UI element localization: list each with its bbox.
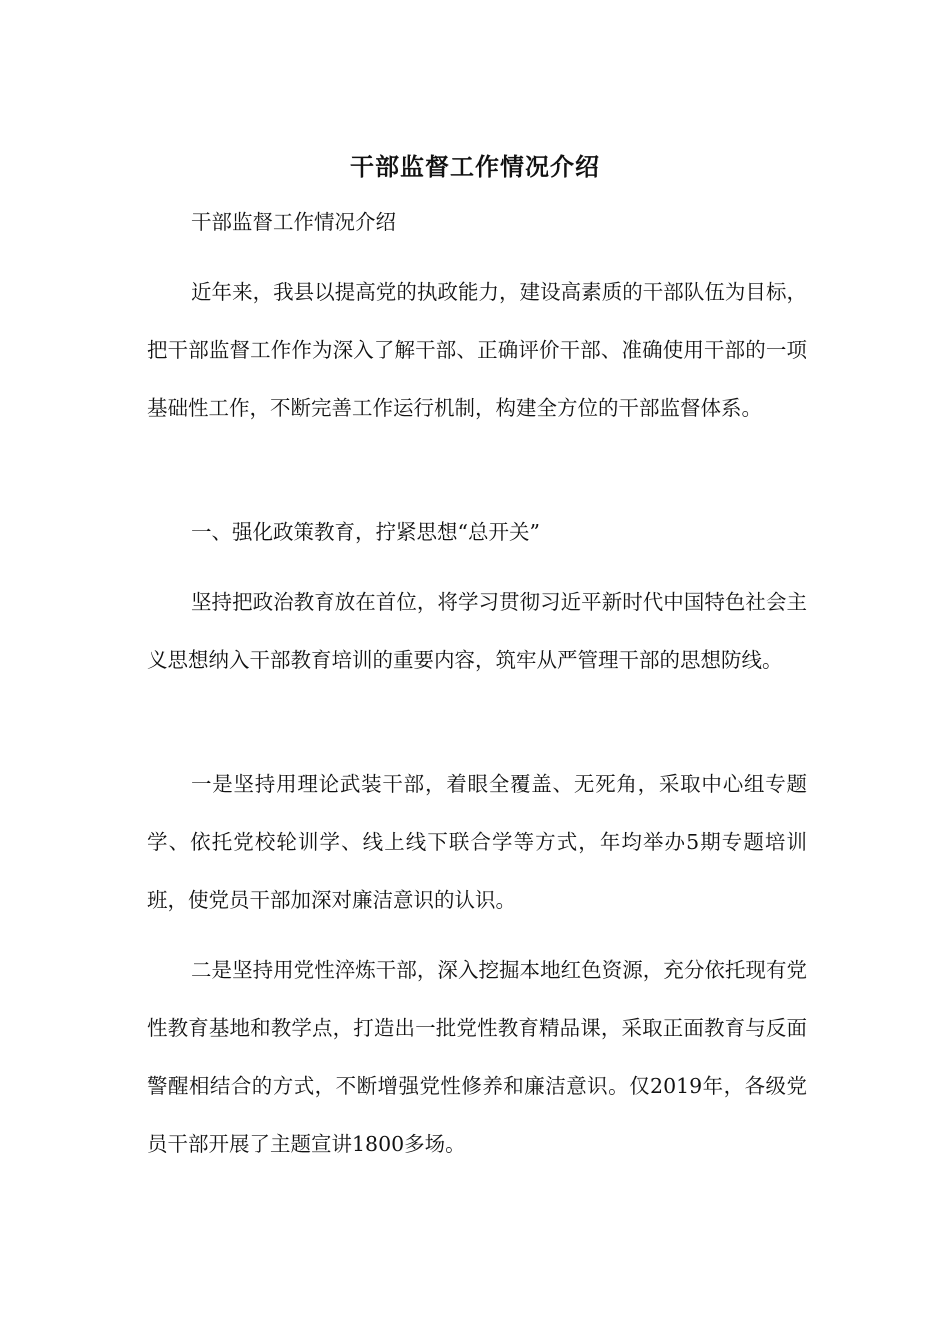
section-heading-1: 一、强化政策教育，拧紧思想“总开关” xyxy=(191,520,540,544)
paragraph-subtitle: 干部监督工作情况介绍 xyxy=(191,210,396,234)
paragraph-intro: 近年来，我县以提高党的执政能力，建设高素质的干部队伍为目标，把干部监督工作作为深入了解干部、正确评价干部、准确使用干部的一项基础性工作，不断完善工作运行机制，构建全方位的干部监督体系。 xyxy=(147,280,807,420)
paragraph-theory-arming: 一是坚持用理论武装干部，着眼全覆盖、无死角，采取中心组专题学、依托党校轮训学、线上线下联合学等方式，年均举办5期专题培训班，使党员干部加深对廉洁意识的认识。 xyxy=(147,772,807,912)
paragraph-political-education: 坚持把政治教育放在首位，将学习贯彻习近平新时代中国特色社会主义思想纳入干部教育培训的重要内容，筑牢从严管理干部的思想防线。 xyxy=(147,590,807,672)
document-title: 干部监督工作情况介绍 xyxy=(350,152,600,182)
paragraph-party-spirit: 二是坚持用党性淬炼干部，深入挖掘本地红色资源，充分依托现有党性教育基地和教学点，打造出一批党性教育精品课，采取正面教育与反面警醒相结合的方式，不断增强党性修养和廉洁意识。仅2019年，各级党员干部开展了主题宣讲1800多场。 xyxy=(147,958,807,1156)
